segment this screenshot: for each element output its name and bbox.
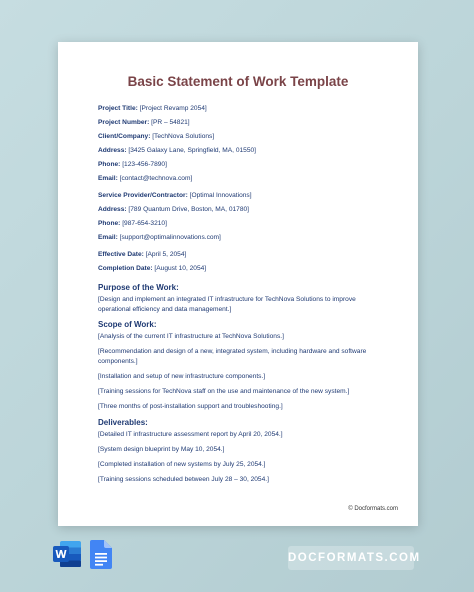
- deliverable-item: [Training sessions scheduled between July 28 – 30, 2054.]: [98, 476, 269, 483]
- deliverables-heading: Deliverables:: [98, 418, 148, 427]
- field-provider-phone: Phone: [987-654-3210]: [98, 220, 167, 227]
- field-provider-address: Address: [789 Quantum Drive, Boston, MA, 01780]: [98, 206, 250, 213]
- deliverable-item: [System design blueprint by May 10, 2054.]: [98, 446, 225, 453]
- scope-item: [Three months of post-installation support and troubleshooting.]: [98, 403, 283, 410]
- field-client-address: Address: [3425 Galaxy Lane, Springfield, MA, 01550]: [98, 147, 256, 154]
- scope-item: [Analysis of the current IT infrastructure at TechNova Solutions.]: [98, 333, 284, 340]
- word-icon[interactable]: [52, 540, 82, 568]
- document-page: [58, 42, 418, 526]
- field-effective-date: Effective Date: [April 5, 2054]: [98, 251, 187, 258]
- deliverable-item: [Detailed IT infrastructure assessment report by April 20, 2054.]: [98, 431, 283, 438]
- brand-badge: DOCFORMATS.COM: [288, 546, 414, 570]
- deliverable-item: [Completed installation of new systems by July 25, 2054.]: [98, 461, 266, 468]
- field-project-title: Project Title: [Project Revamp 2054]: [98, 105, 207, 112]
- purpose-heading: Purpose of the Work:: [98, 283, 179, 292]
- field-client: Client/Company: [TechNova Solutions]: [98, 133, 215, 140]
- field-completion-date: Completion Date: [August 10, 2054]: [98, 265, 207, 272]
- google-docs-icon[interactable]: [90, 540, 112, 569]
- field-client-email: Email: [contact@technova.com]: [98, 175, 193, 182]
- document-title: Basic Statement of Work Template: [127, 74, 349, 89]
- field-client-phone: Phone: [123-456-7890]: [98, 161, 167, 168]
- field-project-number: Project Number: [PR – 54821]: [98, 119, 190, 126]
- scope-item: [Training sessions for TechNova staff on the use and maintenance of the new system.]: [98, 388, 350, 395]
- scope-item: [Installation and setup of new infrastructure components.]: [98, 373, 266, 380]
- field-provider-email: Email: [support@optimalinnovations.com]: [98, 234, 221, 241]
- copyright-footer: © Docformats.com: [348, 506, 398, 512]
- purpose-text: [Design and implement an integrated IT infrastructure for TechNova Solutions to improve operational efficiency and data management.]: [98, 296, 356, 313]
- scope-item: [Recommendation and design of a new, integrated system, including hardware and software components.]: [98, 348, 367, 365]
- scope-heading: Scope of Work:: [98, 320, 157, 329]
- field-provider: Service Provider/Contractor: [Optimal Innovations]: [98, 192, 252, 199]
